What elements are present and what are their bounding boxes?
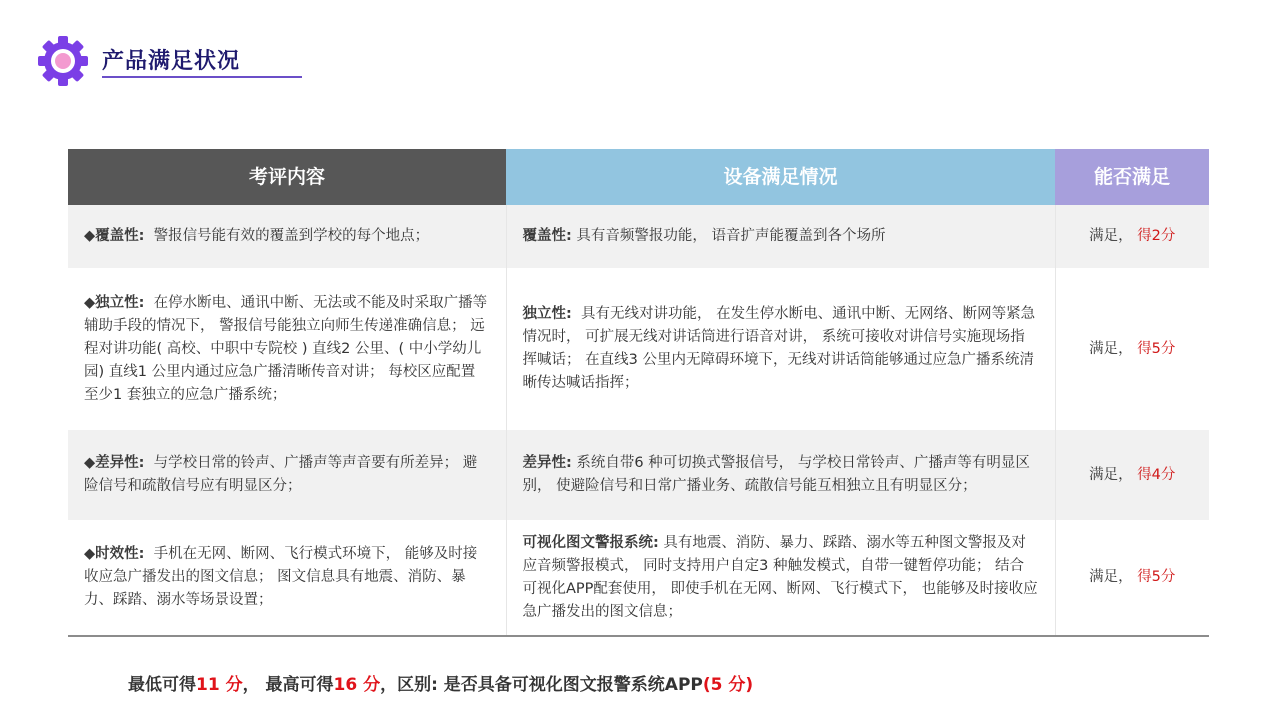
criterion-cell — [68, 205, 506, 268]
summary-max-label: ， 最高可得 — [242, 675, 334, 695]
summary-difference-label: ，区别: 是否具备可视化图文报警系统APP — [380, 675, 703, 695]
status-label: 可视化图文警报系统: — [522, 534, 659, 551]
criterion-text: 与学校日常的铃声、广播声等声音要有所差异； 避险信号和疏散信号应有明显区分； — [84, 455, 478, 494]
page-header — [36, 34, 306, 86]
result-text: 满足， — [1089, 569, 1133, 585]
summary-min-label: 最低可得 — [128, 675, 196, 695]
score-text: 得5分 — [1137, 340, 1176, 357]
criterion-text: 手机在无网、断网、飞行模式环境下， 能够及时接收应急广播发出的图文信息； 图文信息具有地震、消防、暴力、踩踏、溺水等场景设置； — [84, 546, 478, 608]
summary-min-score: 11 分 — [196, 675, 243, 695]
score-text: 得2分 — [1137, 228, 1176, 244]
result-cell — [1055, 268, 1209, 430]
status-cell — [506, 205, 1055, 268]
column-header-status: 设备满足情况 — [506, 149, 1055, 205]
table-row — [68, 205, 1209, 268]
table-row — [68, 430, 1209, 520]
result-cell — [1055, 430, 1209, 520]
table-header-row — [68, 149, 1209, 205]
criterion-text: 警报信号能有效的覆盖到学校的每个地点； — [153, 228, 430, 244]
result-text: 满足， — [1089, 466, 1133, 483]
criterion-cell — [68, 430, 506, 520]
score-text: 得5分 — [1137, 569, 1176, 585]
title-underline — [102, 76, 302, 78]
table-row — [68, 520, 1209, 636]
result-cell — [1055, 520, 1209, 636]
criterion-label: ◆差异性: — [84, 455, 145, 471]
result-text: 满足， — [1089, 228, 1133, 244]
status-cell — [506, 268, 1055, 430]
criterion-label: ◆时效性: — [84, 546, 145, 562]
status-text: 具有无线对讲功能， 在发生停水断电、通讯中断、无网络、断网等紧急情况时， 可扩展无线对讲话筒进行语音对讲， 系统可接收对讲信号实施现场指挥喊话； 在直线3 公里内无障碍环境下，无线对讲话筒能够通过应急广播系统清晰传达喊话指挥； — [522, 306, 1036, 391]
status-text: 具有地震、消防、暴力、踩踏、溺水等五种图文警报及对应音频警报模式， 同时支持用户自定3 种触发模式，自带一键暂停功能； 结合可视化APP配套使用， 即使手机在无网、断网、飞行模式下， 也能够及时接收应急广播发出的图文信息； — [522, 534, 1038, 620]
criterion-cell — [68, 268, 506, 430]
criterion-text: 在停水断电、通讯中断、无法或不能及时采取广播等辅助手段的情况下， 警报信号能独立向师生传递准确信息； 远程对讲功能( 高校、中职中专院校 ) 直线2 公里、( 中小学幼儿园) 直线1 公里内通过应急广播清晰传音对讲； 每校区应配置至少1 套独立的应急广播系统； — [84, 294, 488, 403]
column-header-result: 能否满足 — [1055, 149, 1209, 205]
table-row — [68, 268, 1209, 430]
summary-extra-score: (5 分) — [702, 675, 754, 695]
gear-icon — [36, 34, 90, 88]
column-header-criteria: 考评内容 — [68, 149, 506, 205]
page-title: 产品满足状况 — [102, 49, 241, 74]
evaluation-table — [68, 149, 1209, 637]
summary-line — [128, 670, 753, 695]
result-text: 满足， — [1089, 340, 1133, 357]
summary-max-score: 16 分 — [333, 675, 381, 695]
status-cell — [506, 520, 1055, 636]
status-label: 差异性: — [522, 455, 572, 471]
status-cell — [506, 430, 1055, 520]
criterion-label: ◆独立性: — [84, 294, 145, 311]
criterion-cell — [68, 520, 506, 636]
status-text: 系统自带6 种可切换式警报信号， 与学校日常铃声、广播声等有明显区别， 使避险信号和日常广播业务、疏散信号能互相独立且有明显区分； — [522, 455, 1030, 494]
status-label: 覆盖性: — [522, 228, 572, 244]
status-label: 独立性: — [522, 306, 572, 322]
status-text: 具有音频警报功能， 语音扩声能覆盖到各个场所 — [576, 228, 886, 244]
criterion-label: ◆覆盖性: — [84, 228, 145, 244]
score-text: 得4分 — [1137, 466, 1176, 483]
result-cell — [1055, 205, 1209, 268]
